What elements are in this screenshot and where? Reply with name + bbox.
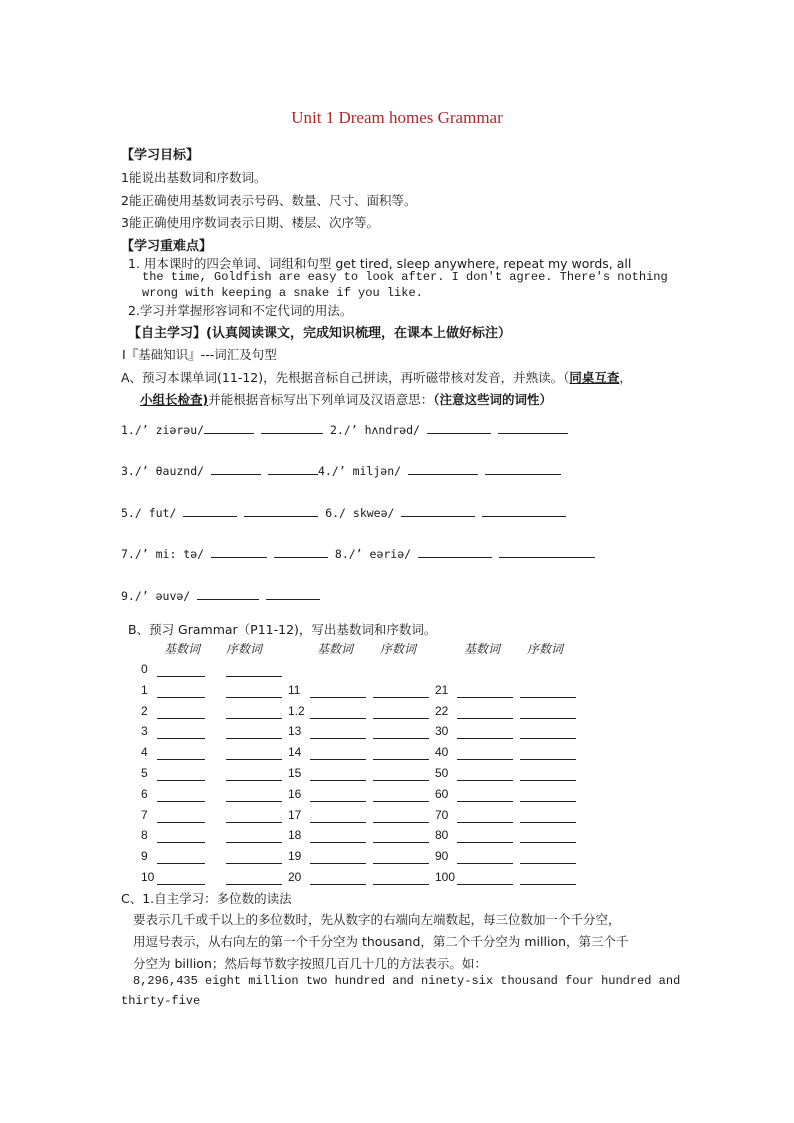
answer-blank[interactable] <box>211 462 261 475</box>
col-header-ordinal-3: 序数词 <box>527 642 564 656</box>
section-a-text: A、预习本课单词(11-12)，先根据音标自己拼读，再听磁带核对发音，并熟读。（ <box>121 370 570 385</box>
self-study-heading: 【自主学习】(认真阅读课文，完成知识梳理，在课本上做好标注） <box>128 326 511 341</box>
ordinal-blank[interactable] <box>373 780 429 781</box>
cardinal-blank[interactable] <box>310 842 366 843</box>
phonetic-label: 9./’ əuvə/ <box>121 589 191 603</box>
goal-item-3: 3能正确使用序数词表示日期、楼层、次序等。 <box>121 215 379 230</box>
cardinal-blank[interactable] <box>310 780 366 781</box>
cardinal-blank[interactable] <box>457 822 513 823</box>
page-title: Unit 1 Dream homes Grammar <box>291 108 503 127</box>
col-header-cardinal-1: 基数词 <box>164 642 201 656</box>
answer-blank[interactable] <box>204 421 254 434</box>
ordinal-blank[interactable] <box>520 718 576 719</box>
number-label: 30 <box>435 724 449 739</box>
ordinal-blank[interactable] <box>520 822 576 823</box>
number-label: 50 <box>435 766 449 780</box>
ordinal-blank[interactable] <box>226 822 282 823</box>
ordinal-blank[interactable] <box>226 697 282 698</box>
section-a-comma: ， <box>619 370 632 385</box>
number-label: 17 <box>288 807 302 822</box>
phonetic-row-2 <box>121 462 561 478</box>
ordinal-blank[interactable] <box>373 697 429 698</box>
number-label: 15 <box>288 766 302 780</box>
answer-blank[interactable] <box>183 504 237 517</box>
key-point-1-line-3: wrong with keeping a snake if you like. <box>142 286 423 300</box>
number-label: 90 <box>435 849 449 864</box>
phonetic-row-3 <box>121 504 566 520</box>
section-a-leader-check: 小组长检查) <box>140 392 209 407</box>
phonetic-row-1 <box>121 421 568 437</box>
number-label: 10 <box>141 870 155 884</box>
section-c-paragraph-line-1: 要表示几千或千以上的多位数时，先从数字的右端向左端数起，每三位数加一个千分空， <box>133 912 621 927</box>
answer-blank[interactable] <box>485 462 561 475</box>
section-c-heading: C、1.自主学习：多位数的读法 <box>121 891 292 906</box>
section-a-note: （注意这些词的词性） <box>433 392 552 407</box>
section-a-line-2 <box>140 390 552 408</box>
ordinal-blank[interactable] <box>520 697 576 698</box>
phonetic-label: 3./’ θauznd/ <box>121 464 205 478</box>
ordinal-blank[interactable] <box>520 759 576 760</box>
col-header-cardinal-2: 基数词 <box>317 642 354 656</box>
ordinal-blank[interactable] <box>226 842 282 843</box>
answer-blank[interactable] <box>482 504 566 517</box>
phonetic-label: 4./’ miljən/ <box>317 464 402 478</box>
number-label: 16 <box>288 786 302 801</box>
goals-heading: 【学习目标】 <box>121 148 200 163</box>
number-label: 13 <box>288 724 302 739</box>
ordinal-blank[interactable] <box>520 863 576 864</box>
goal-item-2: 2能正确使用基数词表示号码、数量、尺寸、面积等。 <box>121 193 417 208</box>
ordinal-blank[interactable] <box>373 718 429 719</box>
section-c-paragraph-line-3: 分空为 billion；然后每节数字按照几百几十几的方法表示。如： <box>133 956 487 971</box>
number-label: 60 <box>435 786 449 801</box>
cardinal-blank[interactable] <box>310 863 366 864</box>
cardinal-blank[interactable] <box>457 863 513 864</box>
cardinal-blank[interactable] <box>457 697 513 698</box>
number-label: 70 <box>435 807 449 822</box>
cardinal-blank[interactable] <box>310 759 366 760</box>
ordinal-blank[interactable] <box>520 842 576 843</box>
ordinal-blank[interactable] <box>226 676 282 677</box>
cardinal-blank[interactable] <box>157 759 205 760</box>
key-point-2: 2.学习并掌握形容词和不定代词的用法。 <box>128 303 353 318</box>
answer-blank[interactable] <box>401 504 475 517</box>
cardinal-blank[interactable] <box>457 759 513 760</box>
ordinal-blank[interactable] <box>520 884 576 885</box>
answer-blank[interactable] <box>274 545 328 558</box>
number-label: 5 <box>141 766 148 780</box>
cardinal-blank[interactable] <box>157 801 205 802</box>
number-label: 0 <box>141 662 148 676</box>
section-c-example-line-2: thirty-five <box>121 994 201 1008</box>
phonetic-row-5 <box>121 587 320 603</box>
phonetic-label: 2./’ hʌndrəd/ <box>329 423 420 437</box>
cardinal-blank[interactable] <box>457 780 513 781</box>
number-label: 14 <box>288 745 302 760</box>
ordinal-blank[interactable] <box>373 822 429 823</box>
answer-blank[interactable] <box>408 462 478 475</box>
number-label: 3 <box>141 724 148 739</box>
ordinal-blank[interactable] <box>373 842 429 843</box>
phonetic-label: 5./ fut/ <box>121 506 177 520</box>
col-header-cardinal-3: 基数词 <box>464 642 501 656</box>
ordinal-blank[interactable] <box>373 863 429 864</box>
ordinal-blank[interactable] <box>520 738 576 739</box>
section-a-line-1 <box>121 368 632 386</box>
phonetic-label: 7./’ mi: tə/ <box>121 547 205 561</box>
cardinal-blank[interactable] <box>457 718 513 719</box>
section-a-instruction: 并能根据音标写出下列单词及汉语意思： <box>208 392 434 407</box>
goal-item-1: 1能说出基数词和序数词。 <box>121 170 267 185</box>
ordinal-blank[interactable] <box>373 884 429 885</box>
ordinal-blank[interactable] <box>226 780 282 781</box>
cardinal-blank[interactable] <box>157 676 205 677</box>
cardinal-blank[interactable] <box>310 884 366 885</box>
number-label: 7 <box>141 807 148 822</box>
cardinal-blank[interactable] <box>310 801 366 802</box>
answer-blank[interactable] <box>427 421 491 434</box>
ordinal-blank[interactable] <box>520 801 576 802</box>
cardinal-blank[interactable] <box>157 780 205 781</box>
cardinal-blank[interactable] <box>457 884 513 885</box>
cardinal-blank[interactable] <box>310 697 366 698</box>
number-label: 22 <box>435 703 449 718</box>
ordinal-blank[interactable] <box>226 884 282 885</box>
number-label: 6 <box>141 786 148 801</box>
answer-blank[interactable] <box>211 545 267 558</box>
ordinal-blank[interactable] <box>226 759 282 760</box>
number-label: 40 <box>435 745 449 760</box>
number-label: 80 <box>435 828 449 843</box>
cardinal-blank[interactable] <box>157 718 205 719</box>
number-label: 4 <box>141 745 148 760</box>
answer-blank[interactable] <box>261 421 323 434</box>
cardinal-blank[interactable] <box>157 842 205 843</box>
answer-blank[interactable] <box>266 587 320 600</box>
number-label: 100 <box>435 870 456 884</box>
section-c-paragraph-line-2: 用逗号表示，从右向左的第一个千分空为 thousand，第二个千分空为 million，第三个千 <box>133 934 629 949</box>
cardinal-blank[interactable] <box>157 863 205 864</box>
ordinal-blank[interactable] <box>226 801 282 802</box>
number-label: 18 <box>288 828 302 843</box>
cardinal-blank[interactable] <box>457 801 513 802</box>
number-label: 9 <box>141 849 148 864</box>
ordinal-blank[interactable] <box>226 738 282 739</box>
cardinal-blank[interactable] <box>310 718 366 719</box>
key-points-heading: 【学习重难点】 <box>121 239 213 254</box>
phonetic-label: 1./’ ziərəu/ <box>121 423 205 437</box>
section-b-heading: B、预习 Grammar（P11-12)，写出基数词和序数词。 <box>128 622 437 637</box>
answer-blank[interactable] <box>498 421 568 434</box>
cardinal-blank[interactable] <box>310 738 366 739</box>
number-label: 20 <box>288 870 302 884</box>
number-label: 11 <box>288 682 301 697</box>
phonetic-row-4 <box>121 545 595 561</box>
ordinal-blank[interactable] <box>373 801 429 802</box>
ordinal-blank[interactable] <box>226 863 282 864</box>
key-point-1-line-2: the time, Goldfish are easy to look after. I don't agree. There's nothing <box>142 270 668 284</box>
number-label: 19 <box>288 849 302 864</box>
cardinal-blank[interactable] <box>457 842 513 843</box>
section-c-example-line-1: 8,296,435 eight million two hundred and ninety-six thousand four hundred and <box>133 974 681 988</box>
ordinal-blank[interactable] <box>373 738 429 739</box>
col-header-ordinal-1: 序数词 <box>226 642 263 656</box>
ordinal-blank[interactable] <box>373 759 429 760</box>
key-point-1-line-1: 1. 用本课时的四会单词、词组和句型 get tired, sleep anywhere, repeat my words, all <box>128 256 632 271</box>
cardinal-blank[interactable] <box>310 822 366 823</box>
col-header-ordinal-2: 序数词 <box>380 642 417 656</box>
number-label: 1 <box>141 682 148 697</box>
answer-blank[interactable] <box>418 545 492 558</box>
answer-blank[interactable] <box>499 545 595 558</box>
section-a-peer-check: 同桌互查 <box>569 370 620 385</box>
number-label: 21 <box>435 682 449 697</box>
ordinal-blank[interactable] <box>226 718 282 719</box>
basic-knowledge-heading: Ⅰ『基础知识』---词汇及句型 <box>122 347 277 362</box>
number-label: 2 <box>141 703 148 718</box>
number-label: 1.2 <box>288 703 305 718</box>
cardinal-blank[interactable] <box>457 738 513 739</box>
cardinal-blank[interactable] <box>157 884 205 885</box>
answer-blank[interactable] <box>197 587 259 600</box>
number-label: 8 <box>141 828 148 843</box>
phonetic-label: 6./ skweə/ <box>325 506 395 520</box>
cardinal-blank[interactable] <box>157 822 205 823</box>
ordinal-blank[interactable] <box>520 780 576 781</box>
cardinal-blank[interactable] <box>157 738 205 739</box>
answer-blank[interactable] <box>244 504 318 517</box>
cardinal-blank[interactable] <box>157 697 205 698</box>
phonetic-label: 8./’ eəriə/ <box>334 547 412 561</box>
answer-blank[interactable] <box>268 462 318 475</box>
